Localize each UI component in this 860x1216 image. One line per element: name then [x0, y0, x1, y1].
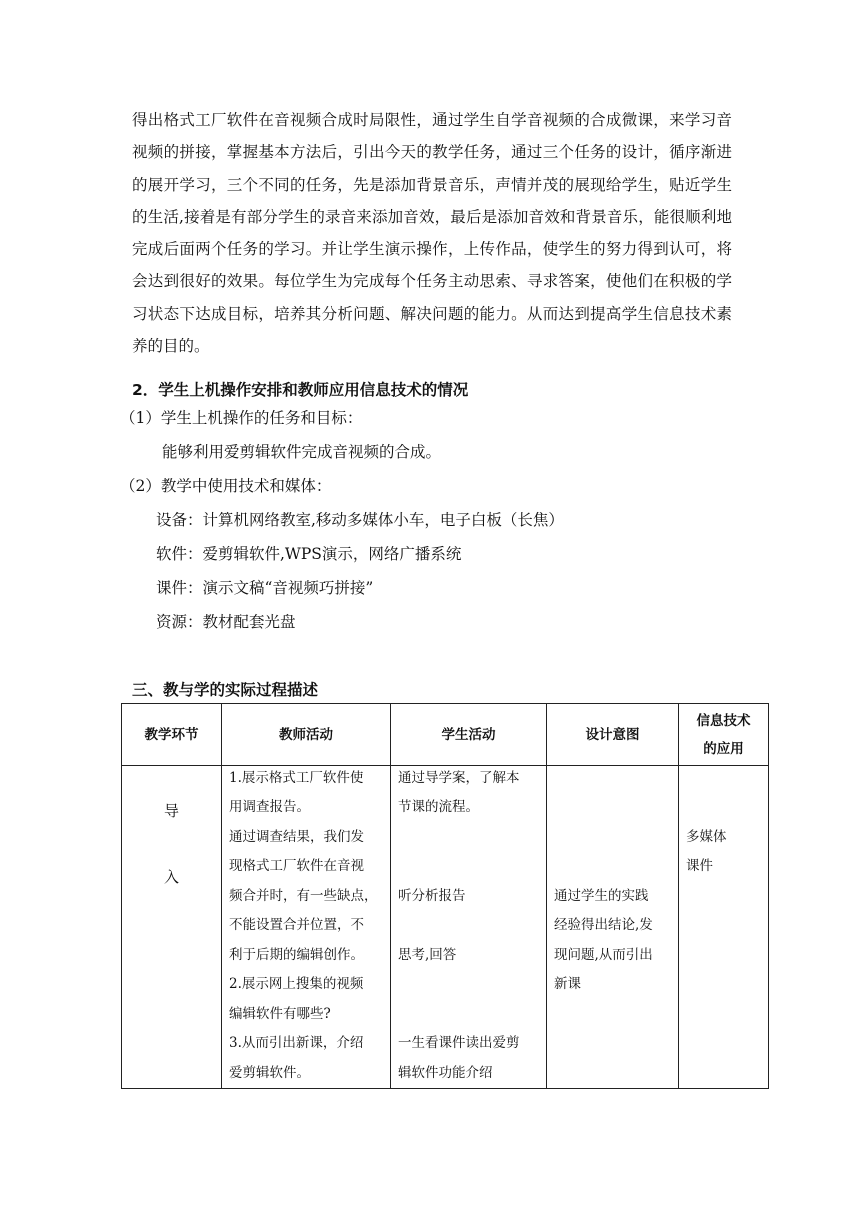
student-line: 辑软件功能介绍	[398, 1065, 493, 1081]
table-row	[122, 766, 769, 1089]
teacher-line: 用调查报告。	[229, 799, 310, 815]
student-activity-cell	[391, 766, 547, 1089]
table-header-row	[122, 704, 769, 766]
student-line: 节课的流程。	[398, 799, 479, 815]
header-design-intent: 设计意图	[547, 704, 679, 766]
design-line: 现问题,从而引出	[554, 947, 653, 963]
header-tech-line-2: 的应用	[703, 740, 744, 757]
teacher-line: 爱剪辑软件。	[229, 1065, 310, 1081]
design-line: 经验得出结论,发	[554, 917, 653, 933]
subsection-1-body: 能够利用爱剪辑软件完成音视频的合成。	[162, 443, 442, 461]
tech-line: 课件	[686, 858, 713, 874]
subsection-2-title: （2）教学中使用技术和媒体：	[120, 477, 332, 495]
header-tech-application	[679, 704, 769, 766]
header-tech-line-1: 信息技术	[696, 712, 751, 729]
section-3-heading: 三、教与学的实际过程描述	[132, 681, 319, 699]
section-2-heading: 2．学生上机操作安排和教师应用信息技术的情况	[132, 381, 469, 399]
media-item-device: 设备：计算机网络教室,移动多媒体小车，电子白板（长焦）	[156, 511, 564, 529]
section-2	[120, 0, 752, 640]
teacher-line: 不能设置合并位置，不	[229, 917, 364, 933]
teacher-activity-cell	[222, 766, 391, 1089]
stage-char-1: 导	[163, 802, 179, 820]
design-intent-cell	[547, 766, 679, 1089]
teacher-line: 编辑软件有哪些?	[229, 1006, 331, 1022]
design-line: 通过学生的实践	[554, 888, 649, 904]
subsection-1-title: （1）学生上机操作的任务和目标：	[120, 409, 363, 427]
design-line: 新课	[554, 976, 581, 992]
process-table	[121, 703, 769, 1089]
teacher-line: 3.从而引出新课，介绍	[229, 1035, 364, 1051]
tech-application-cell	[679, 766, 769, 1089]
header-stage: 教学环节	[122, 704, 222, 766]
student-line: 思考,回答	[398, 947, 457, 963]
media-item-resources: 资源：教材配套光盘	[156, 613, 296, 631]
teacher-line: 利于后期的编辑创作。	[229, 947, 364, 963]
student-line: 通过导学案，了解本	[398, 770, 520, 786]
stage-char-2: 入	[163, 868, 179, 886]
media-item-courseware: 课件：演示文稿“音视频巧拼接”	[156, 579, 374, 597]
teacher-line: 频合并时，有一些缺点，	[229, 888, 378, 904]
student-line: 一生看课件读出爱剪	[398, 1035, 520, 1051]
teacher-line: 2.展示网上搜集的视频	[229, 976, 364, 992]
header-student-activity: 学生活动	[391, 704, 547, 766]
teacher-line: 通过调查结果，我们发	[229, 829, 364, 845]
stage-cell	[122, 766, 222, 1089]
tech-line: 多媒体	[686, 829, 727, 845]
teacher-line: 1.展示格式工厂软件使	[229, 770, 364, 786]
header-teacher-activity: 教师活动	[222, 704, 391, 766]
intro-paragraph: 得出格式工厂软件在音视频合成时局限性，通过学生自学音视频的合成微课，来学习音视频的拼接，掌握基本方法后，引出今天的教学任务，通过三个任务的设计，循序渐进的展开学习，三个不同的任务，先是添加背景音乐，声情并茂的展现给学生，贴近学生的生活,接着是有部分学生的录音来添加音效，最后是添加音效和背景音乐，能很顺利地完成后面两个任务的学习。并让学生演示操作，上传作品，使学生的努力得到认可，将会达到很好的效果。每位学生为完成每个任务主动思索、寻求答案，使他们在积极的学习状态下达成目标，培养其分析问题、解决问题的能力。从而达到提高学生信息技术素养的目的。	[132, 111, 732, 356]
student-line: 听分析报告	[398, 888, 466, 904]
media-item-software: 软件：爱剪辑软件,WPS演示，网络广播系统	[156, 545, 462, 563]
teacher-line: 现格式工厂软件在音视	[229, 858, 364, 874]
